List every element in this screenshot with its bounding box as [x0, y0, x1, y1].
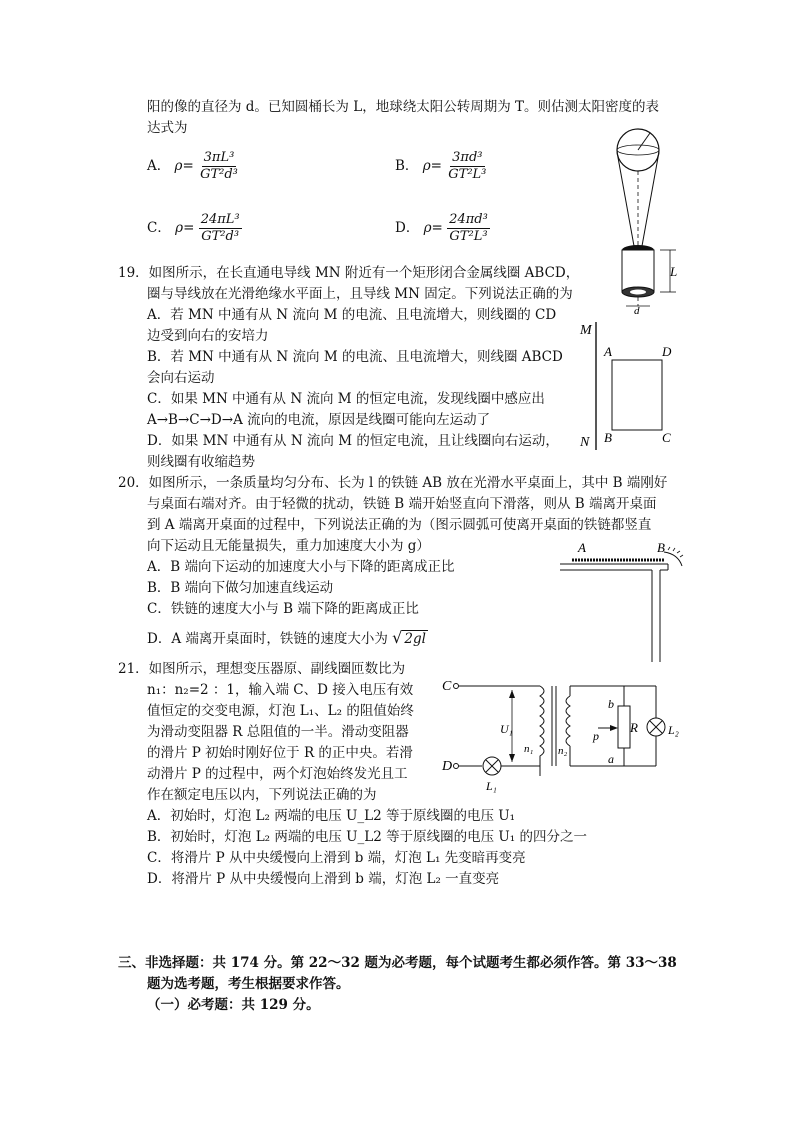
q21-option-a: A．初始时，灯泡 L₂ 两端的电压 U_L2 等于原线圈的电压 U₁ [147, 808, 516, 824]
sqrt-radicand: 2gl [404, 631, 426, 647]
q20-option-a: A．B 端向下运动的加速度大小与下降的距离成正比 [147, 559, 455, 575]
q20-line: 向下运动且无能量损失，重力加速度大小为 g） [147, 538, 430, 554]
q21-option-c: C．将滑片 P 从中央缓慢向上滑到 b 端，灯泡 L₁ 先变暗再变亮 [147, 850, 526, 866]
fraction [199, 212, 242, 245]
label-l2: L₂ [668, 723, 679, 737]
label-b: b [608, 697, 614, 711]
q18-option-b [395, 150, 488, 183]
option-text: D．A 端离开桌面时，铁链的速度大小为 [147, 631, 388, 647]
q19-line: 会向右运动 [147, 370, 215, 386]
label-a: A [604, 344, 612, 359]
fraction [447, 212, 490, 245]
label-m: M [580, 323, 592, 338]
q18-option-d [395, 212, 490, 245]
q19-wire-loop-figure [578, 318, 688, 453]
label-p: p [593, 729, 599, 743]
numerator: 24πL³ [200, 212, 240, 227]
numerator: 24πd³ [449, 212, 488, 227]
label-d: D [442, 759, 453, 774]
denominator: GT²d³ [201, 229, 240, 244]
section3-heading: 三、非选择题：共 174 分。第 22～32 题为必考题，每个试题考生都必须作答。第 33～38 [118, 955, 677, 971]
rho-symbol: ρ= [175, 220, 195, 236]
q20-option-d [147, 628, 428, 649]
sqrt-sign: √ [392, 628, 403, 647]
q21-option-b: B．初始时，灯泡 L₂ 两端的电压 U_L2 等于原线圈的电压 U₁ 的四分之一 [147, 829, 588, 845]
label-r: R [630, 720, 638, 735]
q21-line: 动滑片 P 的过程中，两个灯泡始终发光且工 [147, 766, 408, 782]
q21-line: 21．如图所示，理想变压器原、副线圈匝数比为 [118, 661, 406, 677]
label-n2: n₂ [558, 745, 568, 757]
option-letter: D． [395, 220, 420, 236]
q19-option-c: C．如果 MN 中通有从 N 流向 M 的恒定电流，发现线圈中感应出 [147, 391, 545, 407]
option-letter: C． [147, 220, 171, 236]
q20-line: 20．如图所示，一条质量均匀分布、长为 l 的铁链 AB 放在光滑水平桌面上，其中 B 端刚好 [118, 475, 668, 491]
rho-symbol: ρ= [174, 158, 194, 174]
q21-transformer-circuit-figure [440, 668, 690, 798]
rho-symbol: ρ= [422, 158, 442, 174]
q21-line: 为滑动变阻器 R 总阻值的一半。滑动变阻器 [147, 724, 409, 740]
denominator: GT²d³ [200, 167, 238, 182]
q20-option-c: C．铁链的速度大小与 B 端下降的距离成正比 [147, 601, 419, 617]
q19-line: 19．如图所示，在长直通电导线 MN 附近有一个矩形闭合金属线圈 ABCD， [118, 265, 580, 281]
rho-symbol: ρ= [423, 220, 443, 236]
fraction [198, 150, 240, 183]
label-a: a [608, 752, 614, 766]
numerator: 3πd³ [452, 150, 483, 165]
option-letter: B． [395, 158, 419, 174]
fraction [446, 150, 488, 183]
q18-option-c [147, 212, 242, 245]
denominator: GT²L³ [449, 229, 488, 244]
label-l1: L₁ [486, 779, 497, 793]
label-c: C [442, 679, 452, 694]
label-n1: n₁ [524, 743, 534, 755]
label-u1: U₁ [500, 722, 513, 736]
q20-line: 与桌面右端对齐。由于轻微的扰动，铁链 B 端开始竖直向下滑落，则从 B 端离开桌面 [147, 496, 657, 512]
label-b: B [604, 430, 612, 445]
q21-line: n₁：n₂=2 ：1，输入端 C、D 接入电压有效 [147, 682, 414, 698]
q21-line: 作在额定电压以内，下列说法正确的为 [147, 787, 377, 803]
q20-chain-table-figure [560, 538, 690, 666]
label-d: D [662, 344, 672, 359]
q21-line: 值恒定的交变电源，灯泡 L₁、L₂ 的阻值始终 [147, 703, 414, 719]
q19-line: 边受到向右的安培力 [147, 328, 269, 344]
q18-telescope-figure [600, 128, 690, 318]
label-a: A [578, 540, 586, 555]
q18-text-line-2: 达式为 [147, 120, 188, 136]
q21-line: 的滑片 P 初始时刚好位于 R 的正中央。若滑 [147, 745, 413, 761]
numerator: 3πL³ [203, 150, 235, 165]
option-letter: A． [147, 158, 171, 174]
q19-line: A→B→C→D→A 流向的电流，原因是线圈可能向左运动了 [147, 412, 491, 428]
q19-line: 则线圈有收缩趋势 [147, 454, 255, 470]
label-b: B [657, 540, 665, 555]
label-n: N [580, 435, 590, 450]
label-l: L [670, 264, 678, 279]
q18-text-line-1: 阳的像的直径为 d。已知圆桶长为 L，地球绕太阳公转周期为 T。则估测太阳密度的表 [147, 99, 659, 115]
q20-option-b: B．B 端向下做匀加速直线运动 [147, 580, 334, 596]
q19-option-b: B．若 MN 中通有从 N 流向 M 的电流、且电流增大，则线圈 ABCD [147, 349, 563, 365]
q20-line: 到 A 端离开桌面的过程中，下列说法正确的为（图示圆弧可使离开桌面的铁链都竖直 [147, 517, 652, 533]
q19-option-a: A．若 MN 中通有从 N 流向 M 的电流、且电流增大，则线圈的 CD [147, 307, 557, 323]
q19-line: 圈与导线放在光滑绝缘水平面上，且导线 MN 固定。下列说法正确的为 [147, 286, 573, 302]
label-d: d [634, 305, 640, 317]
q21-option-d: D．将滑片 P 从中央缓慢向上滑到 b 端，灯泡 L₂ 一直变亮 [147, 871, 500, 887]
denominator: GT²L³ [448, 167, 487, 182]
label-c: C [662, 430, 671, 445]
section3-subheading: （一）必考题：共 129 分。 [147, 997, 320, 1013]
section3-heading-cont: 题为选考题，考生根据要求作答。 [147, 976, 350, 992]
q19-option-d: D．如果 MN 中通有从 N 流向 M 的恒定电流，且让线圈向右运动， [147, 433, 559, 449]
q18-option-a [147, 150, 240, 183]
